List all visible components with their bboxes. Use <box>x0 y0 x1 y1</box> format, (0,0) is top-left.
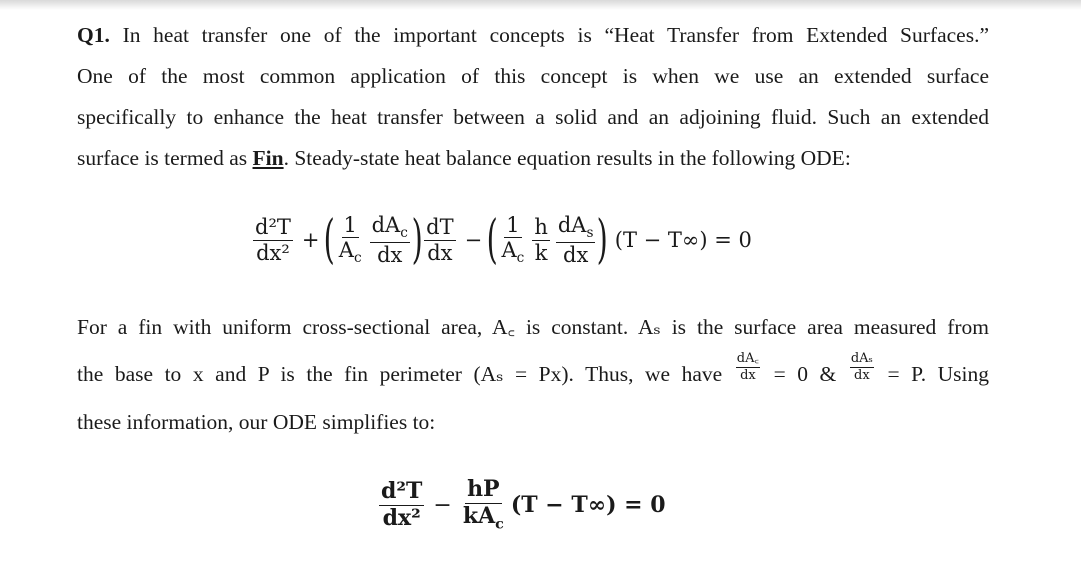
para2-line-2: the base to x and P is the fin perimeter (Aₛ = Px). Thus, we have $\frac{dA꜀}{dx}$ = 0 & $\frac{\text{dAₛ}}{dx}$ = P. Using <box>77 350 990 386</box>
question-line-2: One of the most common application of this concept is when we use an extended surface <box>77 64 989 88</box>
eq1-h-over-k: $\frac{h}{k}$ <box>534 215 548 265</box>
eq2-hp-over-kac: $\frac{hP}{kA_c}$ <box>462 476 504 533</box>
para2-line-1: For a fin with uniform cross-sectional area, A꜀ is constant. Aₛ is the surface area measured from <box>77 315 989 339</box>
eq2-second-derivative: $\frac{\text{d²T}}{\text{dx²}}$ <box>381 478 423 531</box>
eq1-second-derivative: $\frac{\text{d²T}}{\text{dx²}}$ <box>255 215 291 265</box>
question-line-1 <box>77 23 989 48</box>
dAc-dx-fraction: $\frac{dA꜀}{dx}$ <box>736 350 759 383</box>
eq1-tail: (T − T∞) = 0 <box>614 228 752 252</box>
question-text-4-post: . Steady-state heat balance equation results in the following ODE: <box>283 146 851 170</box>
fin-term: Fin <box>252 146 284 170</box>
ode-equation-full: $\frac{\text{d²T}}{\text{dx²}}$ + ( $\frac{1}{A_c}$ $\frac{dA_c}{dx}$ ) $\frac{dT}{dx}$ − ( $\frac{1}{A_c}$ $\frac{h}{k}$ $\frac{dA_s}{dx}$ ) (T − T∞) = 0 <box>255 210 752 270</box>
top-shadow-bar <box>0 0 1081 10</box>
eq2-tail: (T − T∞) = 0 <box>510 492 666 518</box>
eq1-inv-area-2: $\frac{1}{A_c}$ <box>501 212 525 267</box>
dAs-dx-fraction: $\frac{\text{dAₛ}}{dx}$ <box>850 350 873 383</box>
question-line-3: specifically to enhance the heat transfer between a solid and an adjoining fluid. Such an extended <box>77 105 989 129</box>
ode-equation-simplified: $\frac{\text{d²T}}{\text{dx²}}$ − $\frac{hP}{kA_c}$ (T − T∞) = 0 <box>381 476 666 533</box>
eq1-area-derivative: $\frac{dA_c}{dx}$ <box>371 212 408 267</box>
question-line-4 <box>77 146 989 171</box>
eq1-surface-derivative: $\frac{dA_s}{dx}$ <box>557 212 594 267</box>
question-text-4-pre: surface is termed as <box>77 146 248 170</box>
question-text-1: In heat transfer one of the important concepts is “Heat Transfer from Extended Surfaces.” <box>122 23 989 47</box>
question-label: Q1. <box>77 23 110 47</box>
eq1-inv-area: $\frac{1}{A_c}$ <box>338 212 362 267</box>
eq1-first-derivative: $\frac{dT}{dx}$ <box>426 215 454 265</box>
para2-line-3: these information, our ODE simplifies to: <box>77 410 436 434</box>
